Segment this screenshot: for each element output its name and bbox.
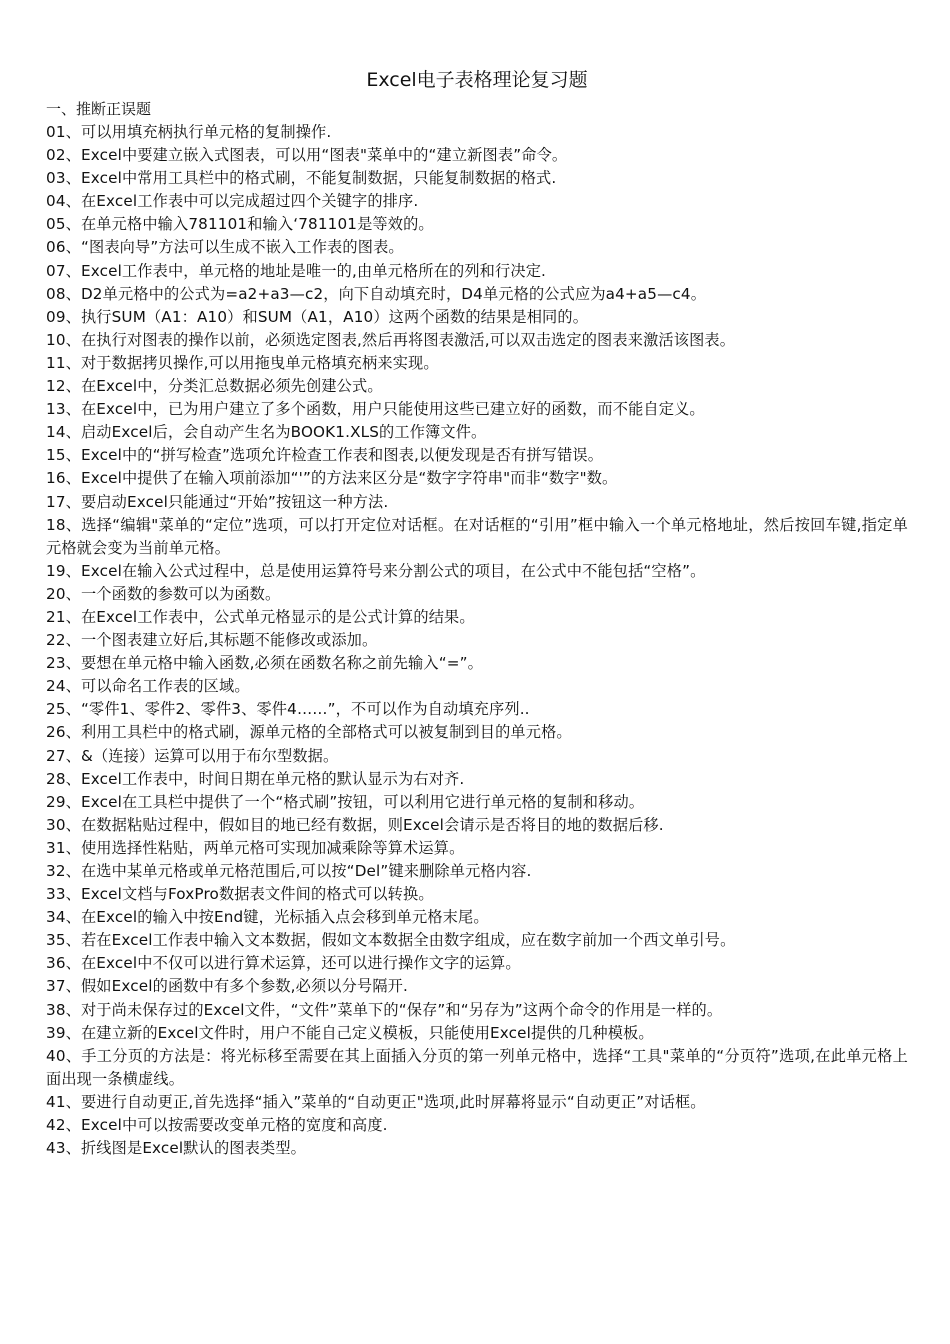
- question-item: 03、Excel中常用工具栏中的格式刷，不能复制数据，只能复制数据的格式.: [46, 169, 557, 188]
- document-page: [46, 64, 908, 1160]
- question-item: 24、可以命名工作表的区域。: [46, 677, 250, 696]
- question-item: 09、执行SUM（A1：A10）和SUM（A1，A10）这两个函数的结果是相同的。: [46, 307, 589, 326]
- question-item: 02、Excel中要建立嵌入式图表，可以用“图表"菜单中的“建立新图表”命令。: [46, 146, 568, 165]
- question-item: 19、Excel在输入公式过程中，总是使用运算符号来分割公式的项目，在公式中不能包括“空格”。: [46, 561, 706, 580]
- question-item: 12、在Excel中，分类汇总数据必须先创建公式。: [46, 377, 383, 396]
- section-heading: 一、推断正误题: [46, 100, 152, 118]
- question-item: 10、在执行对图表的操作以前，必须选定图表,然后再将图表激活,可以双击选定的图表来激活该图表。: [46, 330, 736, 349]
- question-item: 06、“图表向导”方法可以生成不嵌入工作表的图表。: [46, 238, 404, 257]
- question-item: 23、要想在单元格中输入函数,必须在函数名称之前先输入“=”。: [46, 654, 483, 673]
- question-item: 39、在建立新的Excel文件时，用户不能自己定义模板，只能使用Excel提供的几种模板。: [46, 1023, 654, 1042]
- question-item: 16、Excel中提供了在输入项前添加“'”的方法来区分是“数字字符串"而非“数字"数。: [46, 469, 618, 488]
- question-item: 17、要启动Excel只能通过“开始”按钮这一种方法.: [46, 492, 389, 511]
- question-item: 26、利用工具栏中的格式刷，源单元格的全部格式可以被复制到目的单元格。: [46, 723, 572, 742]
- question-item: 42、Excel中可以按需要改变单元格的宽度和高度.: [46, 1116, 388, 1135]
- question-item: 21、在Excel工作表中，公式单元格显示的是公式计算的结果。: [46, 607, 475, 626]
- question-item: 01、可以用填充柄执行单元格的复制操作.: [46, 123, 332, 141]
- question-item: 29、Excel在工具栏中提供了一个“格式刷”按钮，可以利用它进行单元格的复制和移动。: [46, 792, 645, 811]
- question-item: 13、在Excel中，已为用户建立了多个函数，用户只能使用这些已建立好的函数，而不能自定义。: [46, 400, 705, 419]
- question-item: 36、在Excel中不仅可以进行算术运算，还可以进行操作文字的运算。: [46, 954, 521, 973]
- question-item: 20、一个函数的参数可以为函数。: [46, 584, 281, 603]
- question-item: 35、若在Excel工作表中输入文本数据，假如文本数据全由数字组成，应在数字前加一个西文单引号。: [46, 931, 736, 950]
- question-item: 43、折线图是Excel默认的图表类型。: [46, 1139, 306, 1158]
- question-item: 28、Excel工作表中，时间日期在单元格的默认显示为右对齐.: [46, 769, 465, 788]
- question-item: 04、在Excel工作表中可以完成超过四个关键字的排序.: [46, 192, 419, 211]
- question-item: 05、在单元格中输入781101和输入‘781101是等效的。: [46, 215, 434, 234]
- question-item: 27、&（连接）运算可以用于布尔型数据。: [46, 746, 339, 765]
- question-list: [46, 121, 908, 1160]
- question-item: 31、使用选择性粘贴，两单元格可实现加减乘除等算术运算。: [46, 838, 465, 857]
- question-item: 22、一个图表建立好后,其标题不能修改或添加。: [46, 631, 378, 650]
- question-item: 08、D2单元格中的公式为=a2+a3—c2，向下自动填充时，D4单元格的公式应为a4+a5—c4。: [46, 284, 707, 303]
- document-title: Excel电子表格理论复习题: [366, 69, 588, 91]
- question-item: 11、对于数据拷贝操作,可以用拖曳单元格填充柄来实现。: [46, 353, 439, 372]
- question-item: 07、Excel工作表中，单元格的地址是唯一的,由单元格所在的列和行决定.: [46, 261, 547, 280]
- question-item: 32、在选中某单元格或单元格范围后,可以按“Del”键来删除单元格内容.: [46, 862, 532, 880]
- question-item: 15、Excel中的“拼写检查”选项允许检查工作表和图表,以便发现是否有拼写错误。: [46, 446, 604, 465]
- question-item: 38、对于尚未保存过的Excel文件，“文件”菜单下的“保存”和“另存为”这两个命令的作用是一样的。: [46, 1000, 723, 1019]
- question-item: 30、在数据粘贴过程中，假如目的地已经有数据，则Excel会请示是否将目的地的数据后移.: [46, 815, 664, 834]
- question-item: 37、假如Excel的函数中有多个参数,必须以分号隔开.: [46, 977, 408, 996]
- question-item: 33、Excel文档与FoxPro数据表文件间的格式可以转换。: [46, 885, 434, 904]
- question-item: 40、手工分页的方法是：将光标移至需要在其上面插入分页的第一列单元格中，选择“工具"菜单的“分页符”选项,在此单元格上面出现一条横虚线。: [46, 1046, 908, 1088]
- question-item: 18、选择“编辑"菜单的“定位”选项，可以打开定位对话框。在对话框的“引用”框中输入一个单元格地址，然后按回车键,指定单元格就会变为当前单元格。: [46, 515, 908, 557]
- question-item: 34、在Excel的输入中按End键，光标插入点会移到单元格末尾。: [46, 908, 489, 927]
- question-item: 41、要进行自动更正,首先选择“插入”菜单的“自动更正"选项,此时屏幕将显示“自动更正”对话框。: [46, 1092, 706, 1111]
- question-item: 25、“零件1、零件2、零件3、零件4……”，不可以作为自动填充序列..: [46, 700, 530, 719]
- question-item: 14、启动Excel后，会自动产生名为BOOK1.XLS的工作簿文件。: [46, 423, 487, 442]
